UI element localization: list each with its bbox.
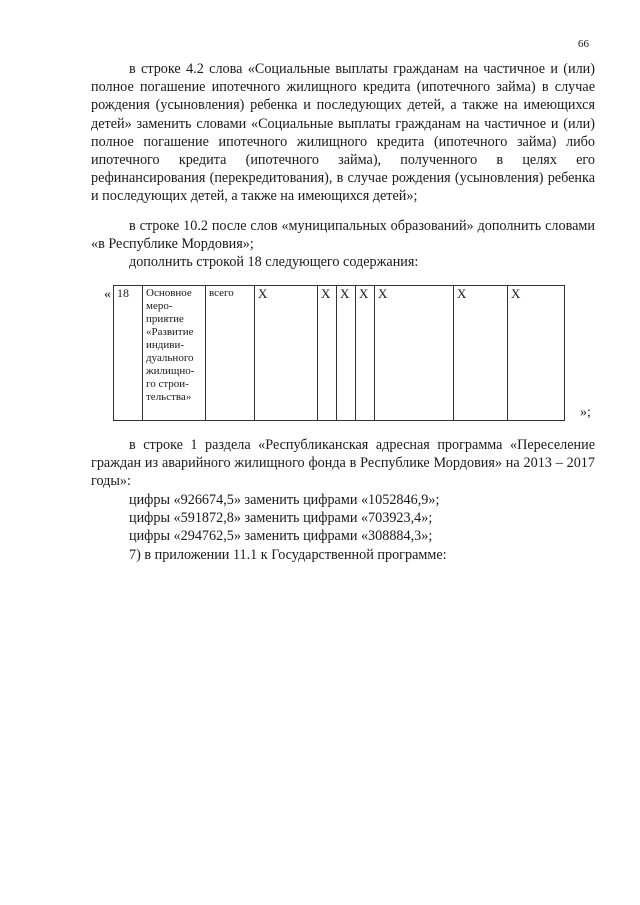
cell-x-5: Х — [375, 286, 454, 421]
paragraph-row-10-2 — [91, 217, 595, 253]
replacement-line: цифры «926674,5» заменить цифрами «1052846,9»; — [129, 492, 440, 508]
appendix-line: 7) в приложении 11.1 к Государственной программе: — [129, 546, 447, 563]
cell-x-7: Х — [508, 286, 565, 421]
cell-row-number: 18 — [114, 286, 143, 421]
cell-x-3: Х — [337, 286, 356, 421]
cell-x-6: Х — [454, 286, 508, 421]
paragraph-add-row-18 — [91, 253, 595, 271]
replacement-line: цифры «591872,8» заменить цифрами «703923,4»; — [129, 510, 433, 527]
paragraph-text: дополнить строкой 18 следующего содержания: — [129, 254, 419, 270]
table-open-quote: « — [104, 287, 111, 302]
cell-measure-name: Основное меро-приятие «Развитие индиви-дуального жилищно-го строи-тельства» — [143, 286, 206, 421]
paragraph-row-4-2 — [91, 60, 595, 206]
table-row — [114, 286, 565, 421]
paragraph-text: в строке 10.2 после слов «муниципальных образований» дополнить словами «в Республике Мордовия»; — [91, 218, 595, 253]
cell-x-2: Х — [318, 286, 337, 421]
paragraph-text: в строке 4.2 слова «Социальные выплаты гражданам на частичное и (или) полное погашение ипотечного жилищного кредита (ипотечного займа) в случае рождения (усыновления) ребенка и последующих детей, а также на имеющихся детей» заменить словами «Социальные выплаты гражданам на частичное и (или) полное погашение ипотечного жилищного кредита (ипотечного займа) либо ипотечного кредита (ипотечного займа), полученного в целях его рефинансирования (перекредитования), в случае рождения (усыновления) ребенка и последующих детей, а также на имеющихся детей»; — [91, 61, 595, 205]
cell-x-4: Х — [356, 286, 375, 421]
paragraph-text: в строке 1 раздела «Республиканская адресная программа «Переселение граждан из аварийного жилищного фонда в Республике Мордовия» на 2013 – 2017 годы»: — [91, 437, 595, 490]
row-18-table — [113, 285, 565, 421]
cell-funding-source: всего — [206, 286, 255, 421]
paragraph-row-1-section — [91, 436, 595, 491]
cell-x-1: Х — [255, 286, 318, 421]
replacement-line: цифры «294762,5» заменить цифрами «308884,3»; — [129, 528, 433, 545]
paragraph-replacements — [91, 491, 595, 564]
table-close-quote: »; — [580, 405, 591, 420]
page-number: 66 — [578, 38, 589, 50]
